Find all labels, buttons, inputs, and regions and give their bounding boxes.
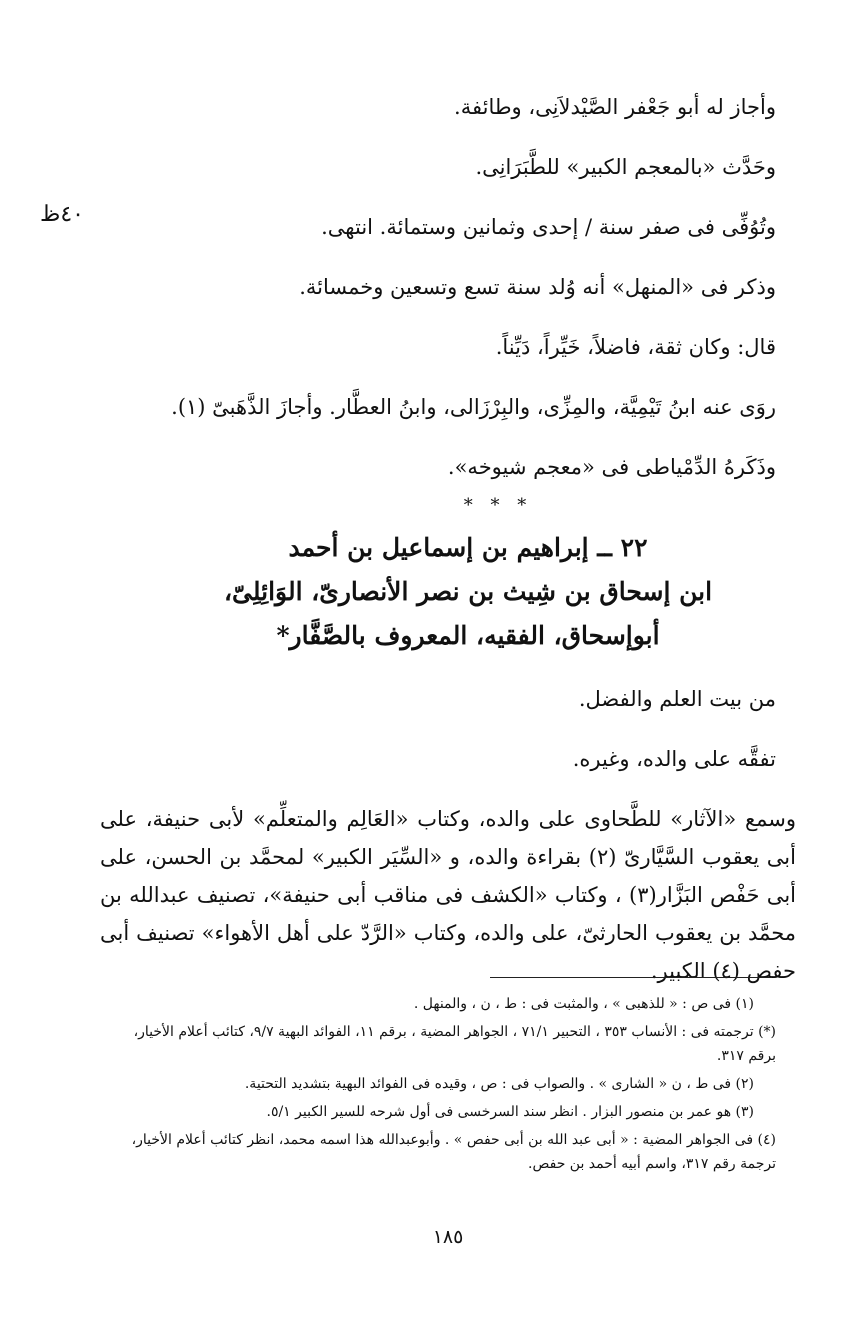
entry-heading — [100, 526, 776, 658]
text-line: قال: وكان ثقة، فاضلاً، خَيِّراً، دَيِّناً. — [495, 335, 776, 359]
entry-heading-line: أبوإسحاق، الفقيه، المعروف بالصَّفَّار* — [276, 621, 660, 650]
text-line: وذَكَرهُ الدِّمْياطى فى «معجم شيوخه». — [447, 455, 776, 479]
text-line: وأجاز له أبو جَعْفر الصَّيْدلاَنِى، وطائفة. — [454, 95, 776, 119]
footnote-divider — [490, 977, 772, 978]
footnote: (٣) هو عمر بن منصور البزار . انظر سند السرخسى فى أول شرحه للسير الكبير ٥/١. — [266, 1104, 754, 1120]
text-line: وذكر فى «المنهل» أنه وُلد سنة تسع وتسعين وخمسائة. — [299, 275, 776, 299]
folio-margin-note: ٤٠ظ — [40, 202, 84, 227]
entry-heading-line: ٢٢ ــ إبراهيم بن إسماعيل بن أحمد — [288, 533, 648, 562]
text-line: روَى عنه ابنُ تَيْمِيَّة، والمِزِّى، والبِرْزَالى، وابنُ العطَّار. وأجازَ الذَّهَبىّ (١). — [171, 395, 776, 419]
text-line: وتُوُفِّى فى صفر سنة / إحدى وثمانين وستمائة. انتهى. — [321, 215, 776, 239]
text-line: من بيت العلم والفضل. — [578, 687, 776, 711]
entry-paragraph: وسمع «الآثار» للطَّحاوى على والده، وكتاب «العَالِم والمتعلِّم» لأبى حنيفة، على أبى يعقوب السَّيَّارىّ (٢) بقراءة والده، و «السِّيَر الكبير» لمحمَّد بن الحسن، على أبى حَفْص البَزَّار(٣) ، وكتاب «الكشف فى مناقب أبى حنيفة»، تصنيف عبدالله بن محمَّد بن يعقوب الحارثىّ، على والده، وكتاب «الرَّدّ على أهل الأهواء» تصنيف أبى حفص (٤) الكبير. — [100, 807, 796, 983]
footnote: (٢) فى ط ، ن « الشارى » . والصواب فى : ص ، وقيده فى الفوائد البهية بتشديد التحتية. — [244, 1076, 754, 1092]
footnote: (*) ترجمته فى : الأنساب ٣٥٣ ، التحبير ٧١/١ ، الجواهر المضية ، برقم ١١، الفوائد البهية ٩/٧، كتائب أعلام الأخيار، برقم ٣١٧. — [133, 1024, 776, 1064]
footnote: (٤) فى الجواهر المضية : « أبى عبد الله بن أبى حفص » . وأبوعبدالله هذا اسمه محمد، انظر كتائب أعلام الأخيار، ترجمة رقم ٣١٧، واسم أبيه أحمد بن حفص. — [131, 1132, 776, 1172]
main-text — [100, 92, 796, 990]
page-number: ١٨٥ — [432, 1226, 464, 1248]
entry-heading-line: ابن إسحاق بن شِيث بن نصر الأنصارىّ، الوَائِلِىّ، — [223, 577, 713, 606]
section-separator: * * * — [463, 495, 533, 516]
text-line: وحَدَّث «بالمعجم الكبير» للطَّبَرَانِى. — [475, 155, 776, 179]
footnote: (١) فى ص : « للذهبى » ، والمثبت فى : ط ، ن ، والمنهل . — [413, 996, 754, 1012]
text-line: تفقَّه على والده، وغيره. — [572, 747, 776, 771]
footnotes — [104, 992, 776, 1180]
